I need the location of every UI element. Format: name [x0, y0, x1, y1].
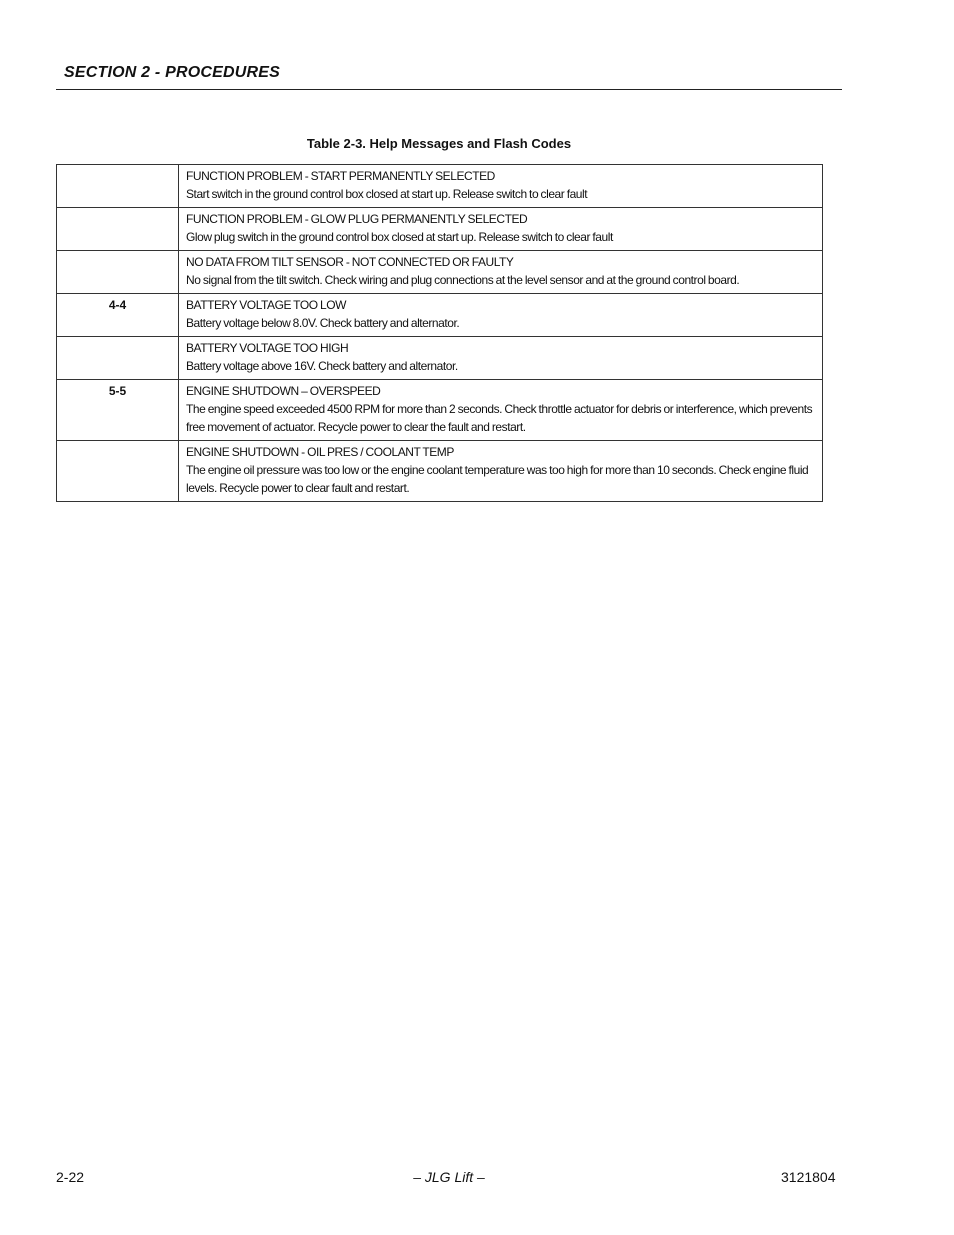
- section-title: SECTION 2 - PROCEDURES: [64, 64, 280, 81]
- message-description: Battery voltage above 16V. Check battery and alternator.: [186, 359, 458, 373]
- table-row: [57, 380, 823, 441]
- message-cell: [179, 380, 823, 441]
- flash-code-cell: [57, 251, 179, 294]
- message-description: No signal from the tilt switch. Check wiring and plug connections at the level sensor and at the ground control board.: [186, 273, 740, 287]
- document-number: 3121804: [781, 1169, 836, 1185]
- flash-code-cell: [57, 337, 179, 380]
- table-row: [57, 208, 823, 251]
- message-title: BATTERY VOLTAGE TOO HIGH: [186, 341, 349, 355]
- table-row: [57, 441, 823, 502]
- table-row: [57, 294, 823, 337]
- message-description: Glow plug switch in the ground control box closed at start up. Release switch to clear fault: [186, 230, 613, 244]
- table-caption: Table 2-3. Help Messages and Flash Codes: [306, 136, 572, 151]
- help-messages-table: [56, 164, 823, 502]
- message-description: Battery voltage below 8.0V. Check battery and alternator.: [186, 316, 460, 330]
- message-description: The engine speed exceeded 4500 RPM for more than 2 seconds. Check throttle actuator for debris or interference, which prevents free movement of actuator. Recycle power to clear the fault and restart.: [186, 402, 813, 434]
- message-title: BATTERY VOLTAGE TOO LOW: [186, 298, 346, 312]
- message-title: ENGINE SHUTDOWN – OVERSPEED: [186, 384, 381, 398]
- footer-brand: – JLG Lift –: [413, 1169, 485, 1185]
- flash-code-cell: [57, 441, 179, 502]
- table-row: [57, 251, 823, 294]
- table-row: [57, 337, 823, 380]
- message-cell: [179, 251, 823, 294]
- message-cell: [179, 337, 823, 380]
- page-number: 2-22: [56, 1169, 85, 1185]
- message-description: Start switch in the ground control box closed at start up. Release switch to clear fault: [186, 187, 588, 201]
- message-title: NO DATA FROM TILT SENSOR - NOT CONNECTED OR FAULTY: [186, 255, 514, 269]
- message-title: FUNCTION PROBLEM - START PERMANENTLY SELECTED: [186, 169, 495, 183]
- message-cell: [179, 294, 823, 337]
- message-description: The engine oil pressure was too low or the engine coolant temperature was too high for more than 10 seconds. Check engine fluid levels. Recycle power to clear fault and restart.: [186, 463, 809, 495]
- flash-code-cell: 4-4: [57, 294, 179, 337]
- message-cell: [179, 208, 823, 251]
- header-divider: [56, 89, 842, 90]
- message-title: ENGINE SHUTDOWN - OIL PRES / COOLANT TEMP: [186, 445, 454, 459]
- flash-code-cell: 5-5: [57, 380, 179, 441]
- flash-code-cell: [57, 165, 179, 208]
- flash-code-cell: [57, 208, 179, 251]
- message-cell: [179, 165, 823, 208]
- message-title: FUNCTION PROBLEM - GLOW PLUG PERMANENTLY SELECTED: [186, 212, 528, 226]
- message-cell: [179, 441, 823, 502]
- table-row: [57, 165, 823, 208]
